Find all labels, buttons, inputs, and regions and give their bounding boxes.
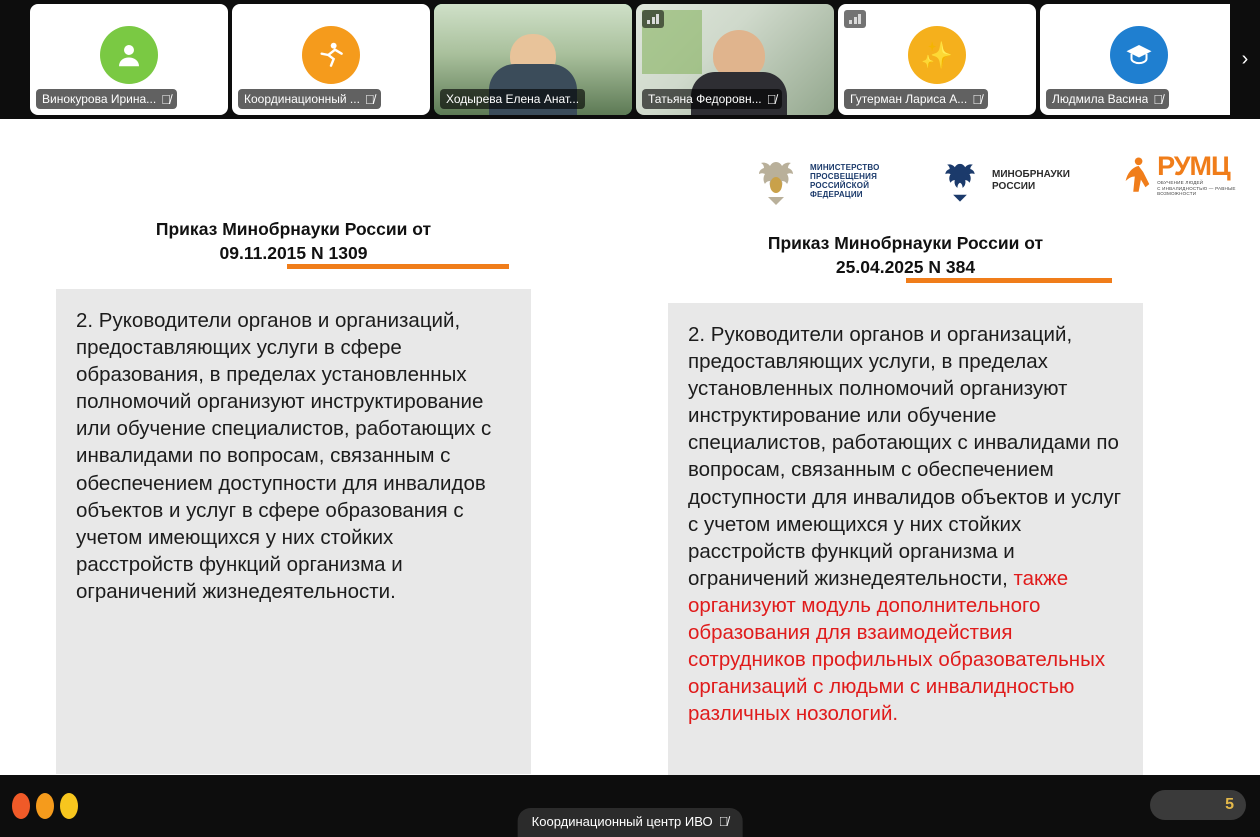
mic-muted-icon: 🎙̸ xyxy=(766,91,777,107)
mic-muted-icon: 🎙̸ xyxy=(161,91,171,107)
participant-tile-active-speaker[interactable] xyxy=(434,4,632,115)
participant-name: Винокурова Ирина... xyxy=(42,92,157,106)
network-signal-icon xyxy=(844,10,866,28)
rumc-word: РУМЦ xyxy=(1157,150,1230,181)
participant-name: Татьяна Федоровн... xyxy=(648,92,762,106)
left-title-line1: Приказ Минобрнауки России от xyxy=(155,219,432,239)
avatar: ✨ xyxy=(908,26,966,84)
bottom-bar xyxy=(0,775,1260,837)
mic-muted-icon: 🎙̸ xyxy=(1153,91,1164,107)
right-column-title xyxy=(668,232,1143,279)
logo-line: РОССИИ xyxy=(992,181,1036,192)
mic-muted-icon: 🎙̸ xyxy=(718,814,729,829)
right-body-highlight: также организуют модуль дополнительного образования для взаимодействия сотрудников профильных образовательных организаций с людьми с инвалидностью различных нозологий. xyxy=(688,566,1106,725)
logo-line: МИНИСТЕРСТВО xyxy=(810,162,880,172)
avatar xyxy=(100,26,158,84)
participant-name-bar xyxy=(440,89,585,109)
dot-orange-icon xyxy=(12,793,30,819)
logo-line: ПРОСВЕЩЕНИЯ xyxy=(810,171,878,181)
right-body-black: 2. Руководители органов и организаций, предоставляющих услуги, в пределах установленных полномочий организуют инструктирование или обучение специалистов, работающих с инвалидами по вопросам, связанным с обеспечением доступности для инвалидов объектов и услуг с учетом имеющихся у них стойких расстройств функций организма и ограничений жизнедеятельности, xyxy=(688,323,1122,590)
rumc-sub-line: С ИНВАЛИДНОСТЬЮ — РАВНЫЕ ВОЗМОЖНОСТИ xyxy=(1157,185,1236,197)
participant-tile[interactable] xyxy=(232,4,430,115)
mic-muted-icon: 🎙̸ xyxy=(364,91,375,107)
rumc-sub-line: ОБУЧЕНИЕ ЛЮДЕЙ xyxy=(1157,179,1204,185)
participant-tile[interactable] xyxy=(636,4,834,115)
left-title-line2: 09.11.2015 N 1309 xyxy=(219,242,368,263)
shared-screen-stage xyxy=(0,119,1260,837)
participant-tile[interactable] xyxy=(30,4,228,115)
brand-dots xyxy=(12,793,78,819)
active-speaker-name: Координационный центр ИВО xyxy=(531,814,713,829)
participant-name-bar xyxy=(642,89,782,109)
active-speaker-pill[interactable] xyxy=(518,808,743,837)
participant-name-bar xyxy=(844,89,988,109)
dot-yellow-icon xyxy=(60,793,78,819)
right-title-line1: Приказ Минобрнауки России от xyxy=(767,233,1044,253)
filmstrip-next-button[interactable]: › xyxy=(1230,0,1260,119)
dot-amber-icon xyxy=(36,793,54,819)
slide-column-left xyxy=(56,119,531,774)
logo-line: МИНОБРНАУКИ xyxy=(992,169,1070,180)
video-face xyxy=(713,30,765,78)
participant-name: Гутерман Лариса А... xyxy=(850,92,968,106)
participant-name-bar xyxy=(36,89,177,109)
avatar xyxy=(1110,26,1168,84)
right-column-body xyxy=(668,303,1143,775)
left-column-title xyxy=(56,218,531,265)
participant-name: Ходырева Елена Анат... xyxy=(446,92,580,106)
participant-name-bar xyxy=(1046,89,1169,109)
logo-line: ФЕДЕРАЦИИ xyxy=(810,190,863,200)
title-underline xyxy=(287,264,509,269)
mic-muted-icon: 🎙̸ xyxy=(972,91,982,107)
left-column-body: 2. Руководители органов и организаций, предоставляющих услуги в сфере образования, в пределах установленных полномочий организуют инструктирование или обучение специалистов, работающих с инвалидами по вопросам, связанным с обеспечением доступности для инвалидов объектов и услуг в сфере образования с учетом имеющихся у них стойких расстройств функций организма и ограничений жизнедеятельности. xyxy=(56,289,531,774)
participant-name: Координационный ... xyxy=(244,92,360,106)
rumc-wordmark xyxy=(1157,150,1248,197)
title-underline xyxy=(906,278,1112,283)
presentation-slide xyxy=(0,119,1260,775)
right-title-line2: 25.04.2025 N 384 xyxy=(835,256,976,277)
network-signal-icon xyxy=(642,10,664,28)
avatar xyxy=(302,26,360,84)
participant-tile[interactable] xyxy=(838,4,1036,115)
logo-line: РОССИЙСКОЙ xyxy=(810,181,870,190)
slide-column-right xyxy=(668,119,1143,775)
rumc-subline xyxy=(1157,180,1248,197)
participant-name: Людмила Васина xyxy=(1052,92,1149,106)
page-number-badge: 5 xyxy=(1150,790,1246,820)
participant-filmstrip xyxy=(0,0,1260,119)
participant-tile[interactable] xyxy=(1040,4,1238,115)
participant-name-bar xyxy=(238,89,381,109)
